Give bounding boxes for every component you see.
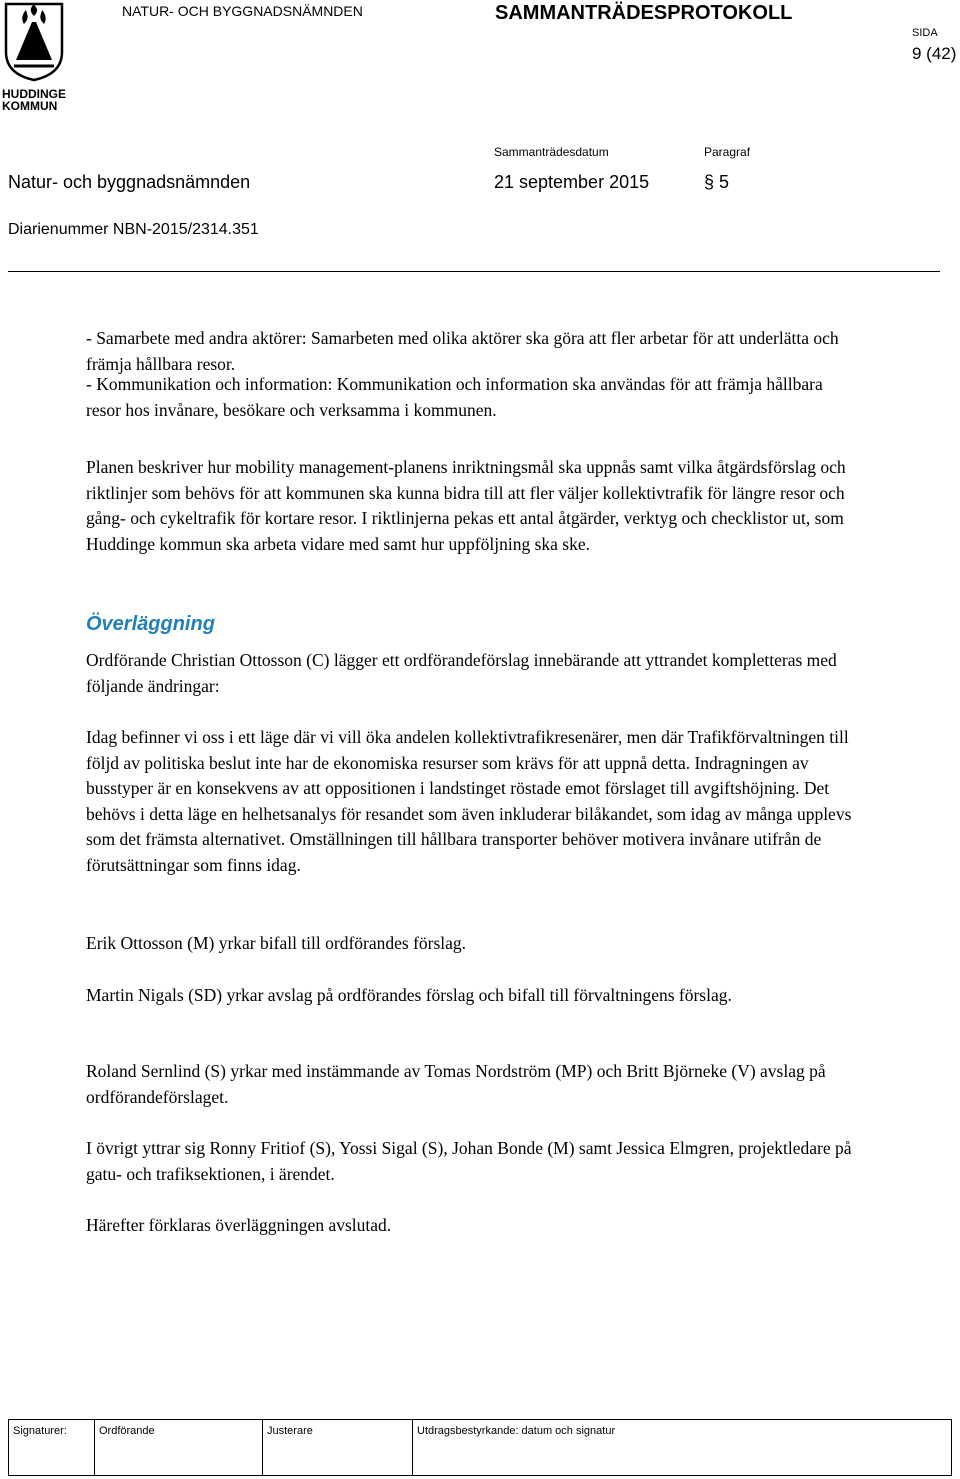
body-paragraph: Idag befinner vi oss i ett läge där vi vill öka andelen kollektivtrafikresenärer, men där Trafikförvaltningen till följd av politiska beslut inte har de ekonomiska resurser som krävs för att uppnå detta. Indragningen av busstурer är en konsekvens av att oppositionen i landstinget röstade emot förslaget till avgiftshöjning. Det behövs i detta läge en helhetsanalys för resandet som även inkluderar bilåkandet, som idag av många upplevs som det främsta alternativet. Omställningen till hållbara transporter behöver motivera invånare utifrån de förutsättningar som finns idag. bbox=[86, 727, 852, 875]
header-divider bbox=[8, 271, 940, 272]
paragraph-number: § 5 bbox=[704, 172, 730, 192]
organization-name: NATUR- OCH BYGGNADSNÄMNDEN bbox=[122, 3, 363, 19]
body-paragraph: - Kommunikation och information: Kommunikation och information ska användas för att främja hållbara resor hos invånare, besökare och verksamma i kommunen. bbox=[86, 374, 823, 420]
body-paragraph: Martin Nigals (SD) yrkar avslag på ordförandes förslag och bifall till förvaltningens förslag. bbox=[86, 985, 732, 1005]
justerare-cell: Justerare bbox=[263, 1420, 413, 1475]
signature-table bbox=[8, 1419, 952, 1476]
meeting-date: 21 september 2015 bbox=[494, 172, 650, 192]
body-paragraph: Planen beskriver hur mobility management-planens inriktningsmål ska uppnås samt vilka åtgärdsförslag och riktlinjer som behövs för att kommunen ska kunna bidra till att fler väljer kollektivtrafik för längre resor och gång- och cykeltrafik för kortare resor. I riktlinjerna pekas ett antal åtgärder, verktyg och checklistor ut, som Huddinge kommun ska arbeta vidare med samt hur uppföljning ska ske. bbox=[86, 457, 846, 554]
diarienummer: Diarienummer NBN-2015/2314.351 bbox=[8, 221, 259, 238]
body-paragraph: Erik Ottosson (M) yrkar bifall till ordförandes förslag. bbox=[86, 933, 467, 953]
body-paragraph: Härefter förklaras överläggningen avslutad. bbox=[86, 1215, 392, 1235]
ordforande-cell: Ordförande bbox=[95, 1420, 263, 1475]
board-name: Natur- och byggnadsnämnden bbox=[8, 172, 251, 192]
logo-text-line2: KOMMUN bbox=[2, 99, 58, 113]
logo-text-line1: HUDDINGE bbox=[2, 87, 67, 101]
body-paragraph: Ordförande Christian Ottosson (C) lägger ett ordförandeförslag innebärande att yttrandet kompletteras med följande ändringar: bbox=[86, 650, 837, 696]
huddinge-kommun-logo bbox=[2, 2, 67, 113]
body-paragraph: I övrigt yttrar sig Ronny Fritiof (S), Yossi Sigal (S), Johan Bonde (M) samt Jessica Elmgren, projektledare på gatu- och trafiksektionen, i ärendet. bbox=[86, 1138, 852, 1184]
signaturer-cell: Signaturer: bbox=[9, 1420, 95, 1475]
paragraph-label: Paragraf bbox=[704, 145, 751, 159]
sida-label: SIDA bbox=[912, 27, 938, 39]
coat-of-arms-icon bbox=[2, 2, 66, 82]
section-heading: Överläggning bbox=[86, 613, 215, 635]
page-number: 9 (42) bbox=[912, 44, 957, 63]
date-label: Sammanträdesdatum bbox=[494, 145, 609, 159]
body-paragraph: Roland Sernlind (S) yrkar med instämmande av Tomas Nordström (MP) och Britt Björneke (V) avslag på ordförandeförslaget. bbox=[86, 1061, 826, 1107]
document-type: SAMMANTRÄDESPROTOKOLL bbox=[495, 2, 793, 24]
body-paragraph: - Samarbete med andra aktörer: Samarbeten med olika aktörer ska göra att fler arbetar för att underlätta och främja hållbara resor. bbox=[86, 328, 839, 374]
utdragsbestyrkande-cell: Utdragsbestyrkande: datum och signatur bbox=[417, 1425, 616, 1437]
